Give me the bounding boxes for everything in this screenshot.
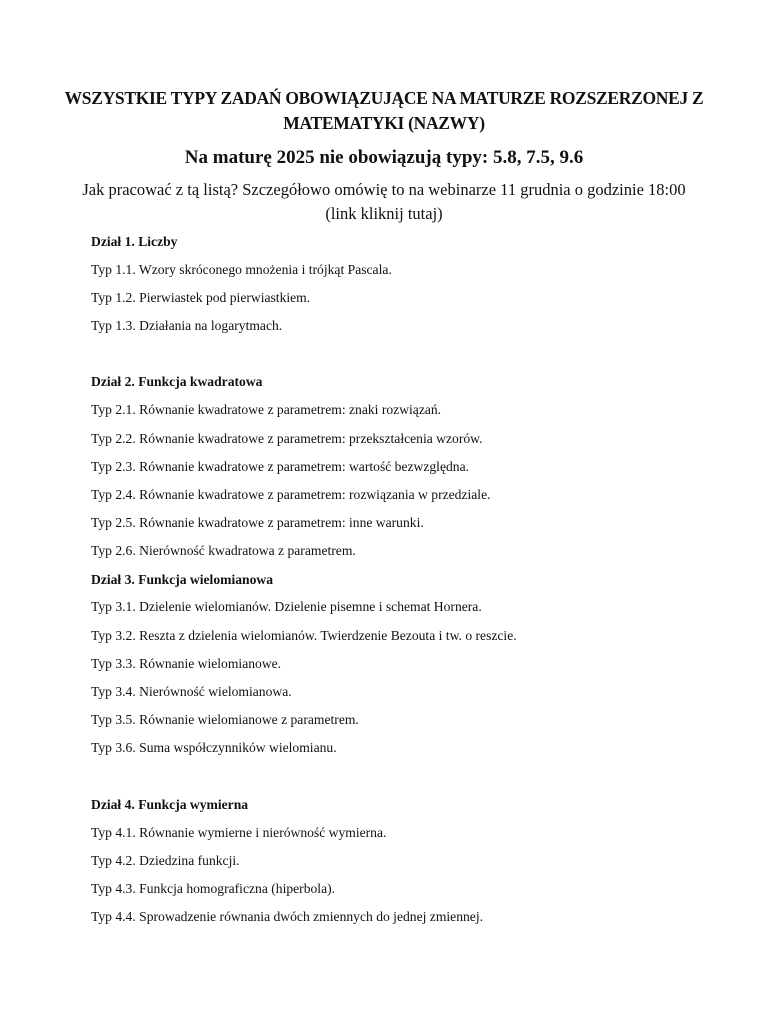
list-item: Typ 2.6. Nierówność kwadratowa z parametrem. [91, 543, 356, 558]
list-item: Typ 4.1. Równanie wymierne i nierówność wymierna. [91, 825, 387, 840]
document-title: WSZYSTKIE TYPY ZADAŃ OBOWIĄZUJĄCE NA MATURZE ROZSZERZONEJ Z MATEMATYKI (NAZWY) [64, 88, 704, 133]
list-item: Typ 3.2. Reszta z dzielenia wielomianów. Twierdzenie Bezouta i tw. o reszcie. [91, 628, 517, 643]
section-heading-funkcja-wielomianowa: Dział 3. Funkcja wielomianowa [91, 572, 274, 587]
document-subtitle: Na maturę 2025 nie obowiązują typy: 5.8, 7.5, 9.6 [184, 147, 584, 168]
list-item: Typ 2.2. Równanie kwadratowe z parametrem: przekształcenia wzorów. [91, 431, 483, 446]
list-item: Typ 1.3. Działania na logarytmach. [91, 318, 283, 333]
list-item: Typ 3.4. Nierówność wielomianowa. [91, 684, 292, 699]
list-item: Typ 2.4. Równanie kwadratowe z parametrem: rozwiązania w przedziale. [91, 487, 491, 502]
section-heading-liczby: Dział 1. Liczby [91, 234, 178, 249]
list-item: Typ 4.4. Sprowadzenie równania dwóch zmiennych do jednej zmiennej. [91, 909, 484, 924]
section-heading-funkcja-wymierna: Dział 4. Funkcja wymierna [91, 797, 249, 812]
list-item: Typ 4.2. Dziedzina funkcji. [91, 853, 240, 868]
list-item: Typ 1.1. Wzory skróconego mnożenia i trójkąt Pascala. [91, 262, 392, 277]
list-item: Typ 2.3. Równanie kwadratowe z parametrem: wartość bezwzględna. [91, 459, 470, 474]
list-item: Typ 2.5. Równanie kwadratowe z parametrem: inne warunki. [91, 515, 424, 530]
list-item: Typ 2.1. Równanie kwadratowe z parametrem: znaki rozwiązań. [91, 402, 442, 417]
list-item: Typ 3.5. Równanie wielomianowe z parametrem. [91, 712, 359, 727]
list-item: Typ 4.3. Funkcja homograficzna (hiperbola). [91, 881, 336, 896]
section-heading-funkcja-kwadratowa: Dział 2. Funkcja kwadratowa [91, 374, 263, 389]
list-item: Typ 3.6. Suma współczynników wielomianu. [91, 740, 337, 755]
intro-paragraph: Jak pracować z tą listą? Szczegółowo omówię to na webinarze 11 grudnia o godzinie 18:00 (link kliknij tutaj) [82, 180, 686, 223]
list-item: Typ 1.2. Pierwiastek pod pierwiastkiem. [91, 290, 311, 305]
list-item: Typ 3.1. Dzielenie wielomianów. Dzielenie pisemne i schemat Hornera. [91, 599, 482, 614]
list-item: Typ 3.3. Równanie wielomianowe. [91, 656, 282, 671]
